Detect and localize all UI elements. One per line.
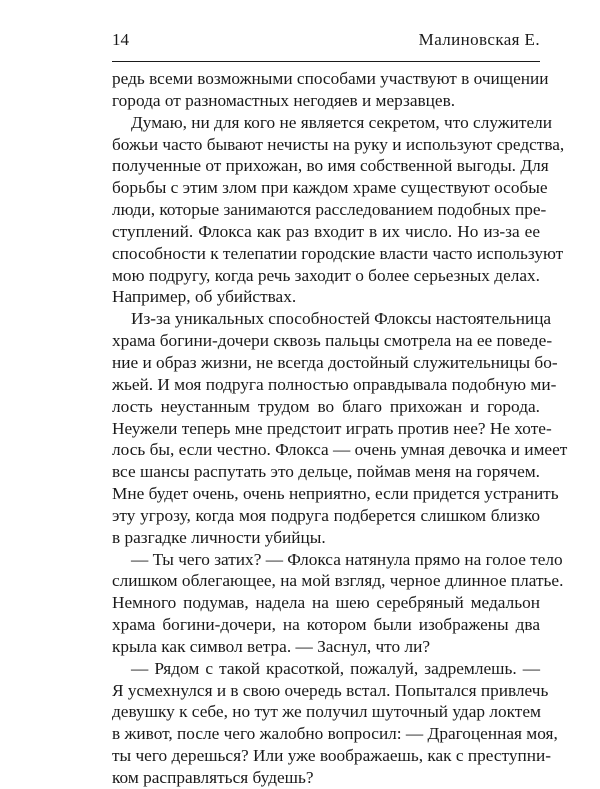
body-text [112, 68, 568, 789]
text-line: Мне будет очень, очень неприятно, если придется устранить [112, 484, 559, 504]
text-line: крыла как символ ветра. — Заснул, что ли? [112, 636, 430, 656]
text-line: в живот, после чего жалобно вопросил: — Драгоценная моя, [112, 724, 558, 744]
text-line: ступлений. Флокса как раз входит в их число. Но из-за ее [112, 221, 540, 241]
text-line: Немного подумав, надела на шею серебряный медальон [112, 593, 540, 613]
text-line: — Рядом с такой красоткой, пожалуй, задремлешь. — [131, 658, 540, 678]
text-line: лость неустанным трудом во благо прихожан и города. [112, 396, 540, 416]
text-line: все шансы распутать это дельце, поймав меня на горячем. [112, 462, 540, 482]
running-title: Малиновская Е. [418, 30, 540, 49]
text-line: полученные от прихожан, во имя собственной выгоды. Для [112, 156, 549, 176]
text-line: храма богини-дочери, на котором были изображены два [112, 615, 540, 635]
text-line: редь всеми возможными способами участвуют в очищении [112, 69, 549, 88]
text-line: лось бы, если честно. Флокса — очень умная девочка и имеет [112, 440, 568, 460]
page-number: 14 [112, 30, 129, 49]
text-line: жьей. И моя подруга полностью оправдывала подобную ми- [112, 374, 557, 394]
text-line: Из-за уникальных способностей Флоксы настоятельница [131, 309, 552, 329]
text-line: девушку к себе, но тут же получил шуточный удар локтем [112, 702, 541, 722]
header-divider [112, 61, 540, 62]
text-line: эту угрозу, когда моя подруга подберется слишком близко [112, 505, 540, 525]
text-line: города от разномастных негодяев и мерзавцев. [112, 90, 456, 110]
text-line: способности к телепатии городские власти часто используют [112, 243, 564, 263]
page-header [112, 30, 540, 56]
text-line: — Ты чего затих? — Флокса натянула прямо на голое тело [131, 549, 563, 569]
text-line: мою подругу, когда речь заходит о более серьезных делах. [112, 265, 540, 285]
text-line: Например, об убийствах. [112, 287, 297, 307]
text-line: Думаю, ни для кого не является секретом, что служители [131, 112, 553, 132]
text-line: люди, которые занимаются расследованием подобных пре- [112, 200, 547, 220]
text-line: божьи часто бывают нечисты на руку и используют средства, [112, 134, 565, 154]
text-line: храма богини-дочери сквозь пальцы смотрела на ее поведе- [112, 331, 553, 351]
text-line: Я усмехнулся и в свою очередь встал. Попытался привлечь [112, 680, 549, 700]
text-line: Неужели теперь мне предстоит играть против нее? Не хоте- [112, 418, 552, 438]
text-line: ком расправляться будешь? [112, 768, 314, 787]
text-line: борьбы с этим злом при каждом храме существуют особые [112, 178, 548, 198]
text-line: в разгадке личности убийцы. [112, 527, 326, 547]
text-line: ты чего дерешься? Или уже воображаешь, как с преступни- [112, 746, 551, 766]
text-line: слишком облегающее, на мой взгляд, черное длинное платье. [112, 571, 564, 591]
text-line: ние и образ жизни, не всегда достойный служительницы бо- [112, 352, 558, 372]
